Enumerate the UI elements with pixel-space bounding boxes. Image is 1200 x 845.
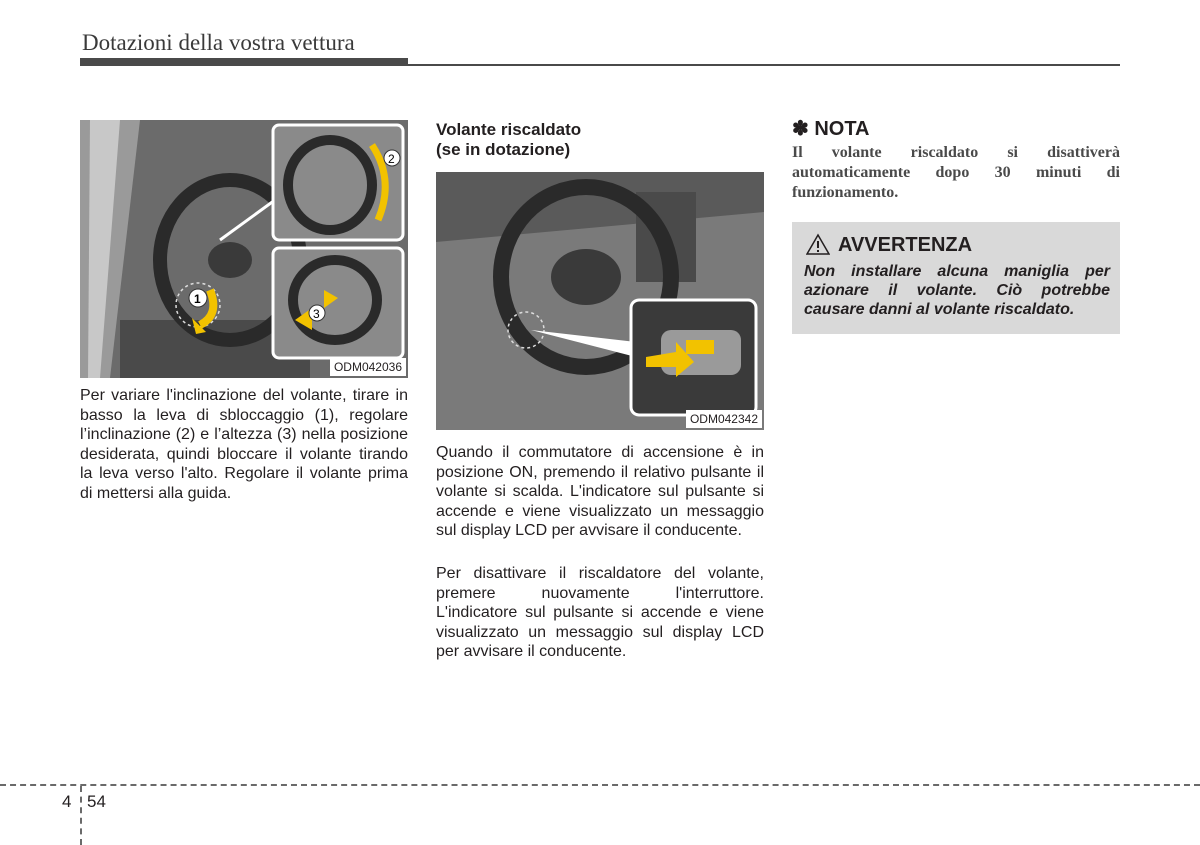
note-asterisk-icon: ✽ bbox=[792, 118, 809, 140]
tilt-instructions-paragraph: Per variare l'inclinazione del volante, tirare in basso la leva di sbloccaggio (1), regolare l’inclinazione (2) e l’altezza (3) nella posizione desiderata, quindi bloccare il volante tirando la leva verso l'alto. Regolare il volante prima di mettersi alla guida. bbox=[80, 387, 408, 502]
footer-dashed-rule bbox=[0, 784, 1200, 786]
svg-text:3: 3 bbox=[313, 307, 320, 321]
note-title-label: NOTA bbox=[814, 118, 870, 140]
chapter-number: 4 bbox=[62, 792, 72, 811]
figure-caption: ODM042342 bbox=[686, 410, 762, 428]
figure-caption: ODM042036 bbox=[330, 358, 406, 376]
warning-box bbox=[792, 222, 1120, 334]
figure-heated-steering bbox=[436, 172, 764, 430]
svg-text:2: 2 bbox=[388, 152, 395, 166]
warning-text: Non installare alcuna maniglia per azionare il volante. Ciò potrebbe causare danni al volante riscaldato. bbox=[804, 263, 1110, 318]
warning-triangle-icon bbox=[806, 233, 830, 255]
header-rule-thin bbox=[408, 64, 1120, 66]
section-heading bbox=[436, 120, 581, 160]
page-header-title: Dotazioni della vostra vettura bbox=[82, 30, 355, 55]
header-rule-thick bbox=[80, 58, 408, 66]
footer-dashed-divider bbox=[80, 786, 82, 845]
steering-tilt-illustration bbox=[80, 120, 408, 378]
heated-steering-illustration bbox=[436, 172, 764, 430]
warning-title: AVVERTENZA bbox=[838, 234, 973, 256]
svg-text:1: 1 bbox=[194, 292, 201, 306]
heated-on-paragraph: Quando il commutatore di accensione è in posizione ON, premendo il relativo pulsante il volante si scalda. L'indicatore sul pulsante si accende e viene visualizzato un messaggio sul display LCD per avvisare il conducente. bbox=[436, 444, 764, 540]
page-number: 54 bbox=[87, 792, 106, 811]
figure-steering-tilt bbox=[80, 120, 408, 378]
section-heading-line1: Volante riscaldato bbox=[436, 120, 582, 139]
section-heading-line2: (se in dotazione) bbox=[436, 140, 571, 159]
heated-off-paragraph: Per disattivare il riscaldatore del volante, premere nuovamente l'interruttore. L'indicatore sul pulsante si accende e viene visualizzato un messaggio sul display LCD per avvisare il conducente. bbox=[436, 565, 764, 661]
note-text: Il volante riscaldato si disattiverà automaticamente dopo 30 minuti di funzionamento. bbox=[792, 144, 1120, 201]
note-title bbox=[792, 116, 870, 141]
